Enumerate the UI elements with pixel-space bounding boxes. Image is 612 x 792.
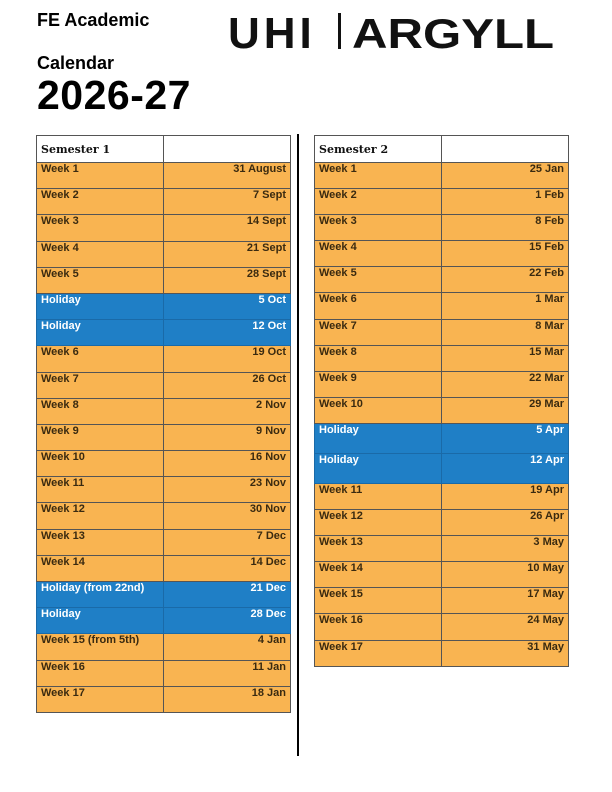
row-date: 18 Jan [164, 686, 291, 712]
row-date: 3 May [442, 536, 569, 562]
row-date: 7 Dec [164, 529, 291, 555]
week-row [315, 536, 569, 562]
week-row [315, 483, 569, 509]
row-label: Holiday [315, 423, 442, 453]
week-row [37, 267, 291, 293]
row-label: Holiday [315, 453, 442, 483]
row-date: 12 Apr [442, 453, 569, 483]
semester-2-header-row [315, 136, 569, 163]
row-date: 21 Dec [164, 582, 291, 608]
holiday-row [315, 453, 569, 483]
row-label: Holiday [37, 320, 164, 346]
week-row [37, 424, 291, 450]
row-date: 29 Mar [442, 397, 569, 423]
week-row [315, 267, 569, 293]
week-row [37, 451, 291, 477]
week-row [37, 503, 291, 529]
row-label: Holiday (from 22nd) [37, 582, 164, 608]
row-label: Week 3 [315, 215, 442, 241]
row-label: Week 16 [37, 660, 164, 686]
row-label: Week 6 [37, 346, 164, 372]
row-label: Holiday [37, 608, 164, 634]
row-date: 15 Feb [442, 241, 569, 267]
row-date: 11 Jan [164, 660, 291, 686]
week-row [315, 397, 569, 423]
semester-2-header: Semester 2 [315, 136, 442, 163]
week-row [37, 163, 291, 189]
semester-2-header-right [442, 136, 569, 163]
semester-1-header-row [37, 136, 291, 163]
row-date: 28 Sept [164, 267, 291, 293]
row-label: Week 7 [315, 319, 442, 345]
row-date: 10 May [442, 562, 569, 588]
row-date: 26 Oct [164, 372, 291, 398]
holiday-row [37, 608, 291, 634]
row-date: 31 May [442, 640, 569, 666]
week-row [37, 241, 291, 267]
row-date: 19 Oct [164, 346, 291, 372]
row-date: 24 May [442, 614, 569, 640]
row-date: 12 Oct [164, 320, 291, 346]
week-row [37, 660, 291, 686]
row-date: 28 Dec [164, 608, 291, 634]
week-row [315, 588, 569, 614]
week-row [37, 372, 291, 398]
row-date: 22 Feb [442, 267, 569, 293]
row-date: 16 Nov [164, 451, 291, 477]
holiday-row [37, 293, 291, 319]
week-row [315, 215, 569, 241]
logo-left-text: UHI [228, 11, 316, 53]
week-row [37, 346, 291, 372]
row-label: Week 13 [315, 536, 442, 562]
row-label: Week 12 [37, 503, 164, 529]
holiday-row [37, 582, 291, 608]
row-date: 15 Mar [442, 345, 569, 371]
week-row [37, 555, 291, 581]
row-label: Week 1 [315, 163, 442, 189]
holiday-row [315, 423, 569, 453]
row-date: 7 Sept [164, 189, 291, 215]
row-date: 4 Jan [164, 634, 291, 660]
row-date: 17 May [442, 588, 569, 614]
holiday-row [37, 320, 291, 346]
row-label: Week 4 [315, 241, 442, 267]
row-label: Week 5 [37, 267, 164, 293]
title-year: 2026-27 [37, 72, 191, 118]
title-line-1: FE Academic [37, 10, 150, 30]
logo-divider [338, 13, 341, 49]
row-date: 26 Apr [442, 510, 569, 536]
semester-1-header: Semester 1 [37, 136, 164, 163]
row-label: Week 16 [315, 614, 442, 640]
row-label: Holiday [37, 293, 164, 319]
row-label: Week 9 [37, 424, 164, 450]
row-label: Week 10 [315, 397, 442, 423]
row-label: Week 14 [37, 555, 164, 581]
week-row [315, 640, 569, 666]
row-date: 8 Mar [442, 319, 569, 345]
row-date: 23 Nov [164, 477, 291, 503]
logo-right-text: ARGYLL [352, 11, 554, 53]
week-row [37, 189, 291, 215]
row-date: 2 Nov [164, 398, 291, 424]
semester-2-table [314, 135, 569, 667]
week-row [37, 215, 291, 241]
row-label: Week 11 [37, 477, 164, 503]
week-row [315, 345, 569, 371]
row-date: 14 Sept [164, 215, 291, 241]
week-row [37, 529, 291, 555]
row-date: 19 Apr [442, 483, 569, 509]
row-date: 25 Jan [442, 163, 569, 189]
row-label: Week 15 [315, 588, 442, 614]
row-label: Week 7 [37, 372, 164, 398]
row-label: Week 17 [37, 686, 164, 712]
week-row [37, 398, 291, 424]
title-line-2: Calendar [37, 53, 115, 73]
row-date: 1 Feb [442, 189, 569, 215]
row-label: Week 9 [315, 371, 442, 397]
week-row [315, 319, 569, 345]
row-label: Week 13 [37, 529, 164, 555]
row-date: 22 Mar [442, 371, 569, 397]
week-row [315, 241, 569, 267]
row-date: 9 Nov [164, 424, 291, 450]
row-label: Week 12 [315, 510, 442, 536]
row-label: Week 8 [37, 398, 164, 424]
row-label: Week 1 [37, 163, 164, 189]
row-label: Week 14 [315, 562, 442, 588]
week-row [315, 510, 569, 536]
week-row [37, 686, 291, 712]
semester-1-table [36, 135, 291, 713]
row-label: Week 5 [315, 267, 442, 293]
row-date: 5 Apr [442, 423, 569, 453]
row-label: Week 11 [315, 483, 442, 509]
row-label: Week 3 [37, 215, 164, 241]
uhi-argyll-logo [228, 11, 554, 53]
week-row [315, 562, 569, 588]
week-row [315, 614, 569, 640]
week-row [315, 293, 569, 319]
week-row [315, 189, 569, 215]
week-row [37, 634, 291, 660]
row-label: Week 15 (from 5th) [37, 634, 164, 660]
row-date: 31 August [164, 163, 291, 189]
row-label: Week 8 [315, 345, 442, 371]
week-row [37, 477, 291, 503]
row-date: 1 Mar [442, 293, 569, 319]
row-label: Week 2 [37, 189, 164, 215]
row-label: Week 2 [315, 189, 442, 215]
column-divider [297, 134, 299, 756]
semester-1-header-right [164, 136, 291, 163]
row-label: Week 17 [315, 640, 442, 666]
row-date: 30 Nov [164, 503, 291, 529]
row-date: 21 Sept [164, 241, 291, 267]
row-date: 8 Feb [442, 215, 569, 241]
row-date: 5 Oct [164, 293, 291, 319]
row-label: Week 6 [315, 293, 442, 319]
row-label: Week 10 [37, 451, 164, 477]
row-date: 14 Dec [164, 555, 291, 581]
row-label: Week 4 [37, 241, 164, 267]
week-row [315, 163, 569, 189]
week-row [315, 371, 569, 397]
